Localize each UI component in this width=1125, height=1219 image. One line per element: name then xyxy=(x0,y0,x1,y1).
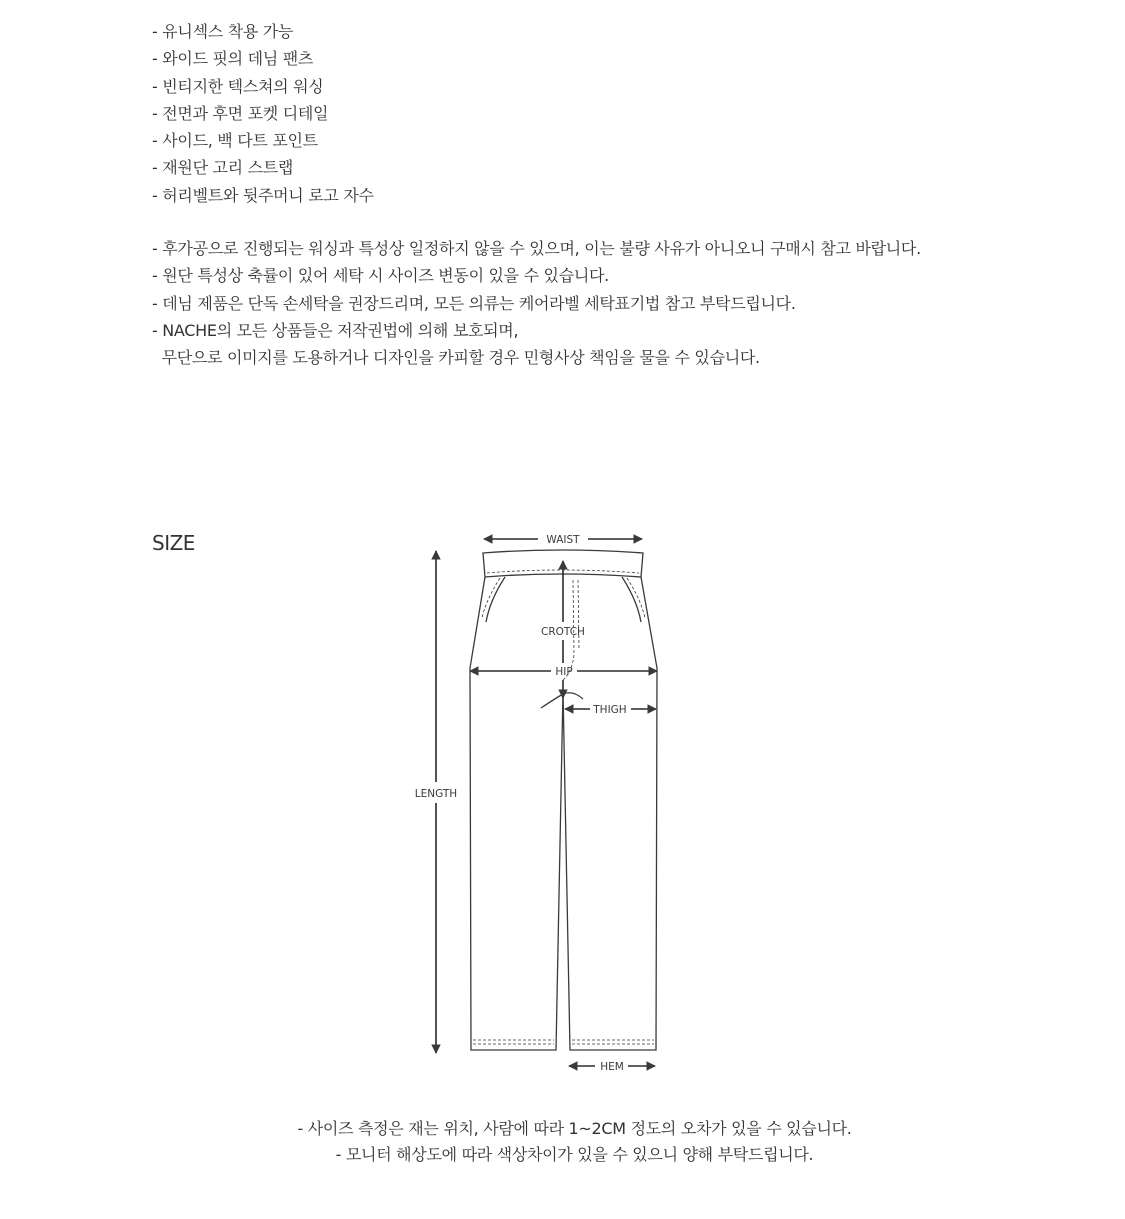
left-pocket-stitch xyxy=(482,578,500,618)
footnote-item: - 사이즈 측정은 재는 위치, 사람에 따라 1~2CM 정도의 오차가 있을 수 있습니다. xyxy=(297,1119,852,1138)
feature-item: - 허리벨트와 뒷주머니 로고 자수 xyxy=(152,185,374,205)
note-item: 무단으로 이미지를 도용하거나 디자인을 카피할 경우 민형사상 책임을 물을 수 있습니다. xyxy=(152,348,760,368)
measurement-arrows xyxy=(436,539,657,1066)
crotch-curl xyxy=(541,693,583,708)
hip-label: HIP xyxy=(555,666,573,678)
note-item: - 데님 제품은 단독 손세탁을 권장드리며, 모든 의류는 케어라벨 세탁표기법 참고 부탁드립니다. xyxy=(152,293,796,313)
feature-item: - 빈티지한 텍스쳐의 워싱 xyxy=(152,76,324,96)
note-item: - 후가공으로 진행되는 워싱과 특성상 일정하지 않을 수 있으며, 이는 불량 사유가 아니오니 구매시 참고 바랍니다. xyxy=(152,239,921,258)
feature-item: - 사이드, 백 다트 포인트 xyxy=(152,131,318,151)
feature-item: - 전면과 후면 포켓 디테일 xyxy=(152,103,329,123)
fly-stitch-inner xyxy=(578,580,579,650)
crotch-label: CROTCH xyxy=(541,626,585,638)
feature-item: - 유니섹스 착용 가능 xyxy=(152,22,294,41)
thigh-label: THIGH xyxy=(593,704,627,716)
left-pocket-line xyxy=(486,577,505,622)
right-pocket-line xyxy=(622,577,641,622)
size-footnotes xyxy=(0,1116,1125,1168)
hem-label: HEM xyxy=(600,1061,624,1073)
pants-outline xyxy=(470,550,657,1050)
note-item: - 원단 특성상 축률이 있어 세탁 시 사이즈 변동이 있을 수 있습니다. xyxy=(152,266,609,286)
left-leg-outline xyxy=(470,577,563,1050)
length-label: LENGTH xyxy=(414,788,458,800)
footnote-item: - 모니터 해상도에 따라 색상차이가 있을 수 있으니 양해 부탁드립니다. xyxy=(335,1145,814,1164)
right-leg-outline xyxy=(563,577,657,1050)
feature-item: - 와이드 핏의 데님 팬츠 xyxy=(152,49,314,69)
waist-label: WAIST xyxy=(546,534,580,546)
feature-item: - 재원단 고리 스트랩 xyxy=(152,158,294,178)
size-heading: SIZE xyxy=(152,531,195,555)
note-item: - NACHE의 모든 상품들은 저작권법에 의해 보호되며, xyxy=(152,320,519,340)
